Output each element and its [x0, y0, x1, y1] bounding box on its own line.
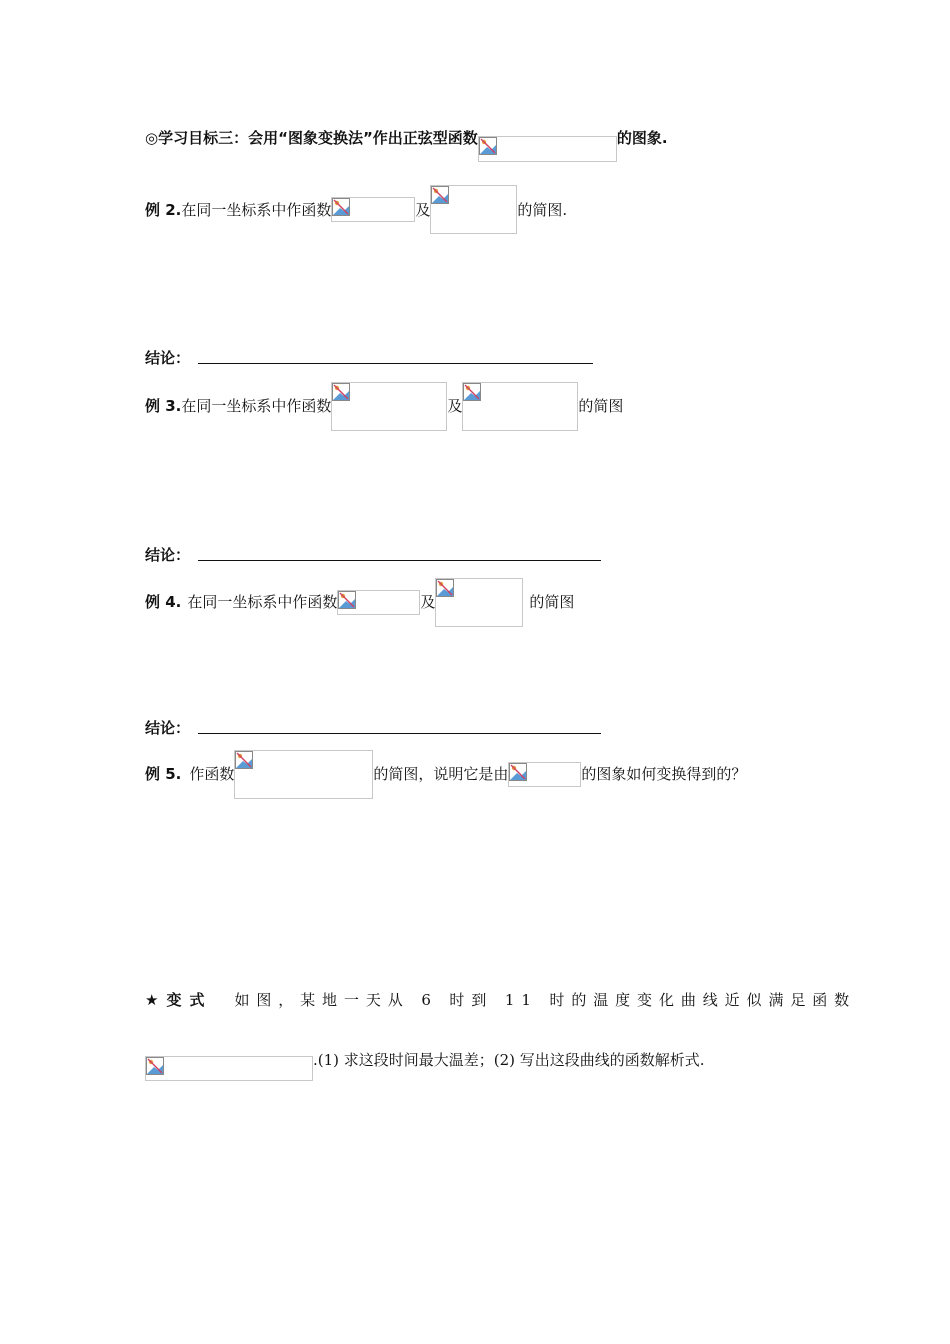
example-2-text: 在同一坐标系中作函数	[181, 201, 332, 219]
example-4-text: 在同一坐标系中作函数	[187, 593, 338, 611]
example-2-line	[145, 200, 567, 234]
example-2-and: 及	[415, 201, 431, 219]
broken-image-icon	[509, 763, 527, 781]
variant-label: ★变式	[145, 991, 213, 1009]
example-3-and: 及	[447, 397, 463, 415]
formula-image	[435, 578, 523, 627]
conclusion-label: 结论：	[145, 719, 191, 737]
formula-image	[430, 185, 517, 234]
example-4-suffix: 的简图	[529, 593, 575, 611]
formula-image	[337, 590, 420, 615]
example-5-text: 作函数	[189, 765, 235, 783]
formula-image	[508, 762, 581, 787]
formula-image	[331, 197, 415, 222]
formula-image	[462, 382, 578, 431]
example-3-label: 例 3.	[145, 397, 182, 415]
formula-image	[331, 382, 447, 431]
broken-image-icon	[235, 751, 253, 769]
broken-image-icon	[332, 198, 350, 216]
broken-image-icon	[338, 591, 356, 609]
example-3-line	[145, 396, 623, 431]
example-3-text: 在同一坐标系中作函数	[181, 397, 332, 415]
variant-line	[145, 990, 856, 1010]
broken-image-icon	[146, 1057, 164, 1075]
example-4-and: 及	[420, 593, 436, 611]
answer-blank[interactable]	[198, 545, 601, 561]
answer-blank[interactable]	[198, 718, 601, 734]
variant-questions: .(1) 求这段时间最大温差；(2) 写出这段曲线的函数解析式.	[313, 1051, 705, 1069]
example-5-line	[145, 764, 746, 799]
example-4-line	[145, 592, 574, 627]
answer-blank[interactable]	[198, 348, 593, 364]
example-5-middle: 的简图，说明它是由	[373, 765, 509, 783]
conclusion-line	[145, 718, 601, 738]
example-4-label: 例 4.	[145, 593, 182, 611]
example-2-suffix: 的简图.	[517, 201, 568, 219]
example-3-suffix: 的简图	[578, 397, 624, 415]
example-5-suffix: 的图象如何变换得到的？	[581, 765, 747, 783]
formula-image	[145, 1056, 313, 1081]
example-5-label: 例 5.	[145, 765, 182, 783]
broken-image-icon	[431, 186, 449, 204]
variant-formula-line	[145, 1050, 705, 1081]
conclusion-line	[145, 545, 601, 565]
broken-image-icon	[479, 137, 497, 155]
example-2-label: 例 2.	[145, 201, 182, 219]
variant-text: 如图，某地一天从 6 时到 11 时的温度变化曲线近似满足函数	[234, 991, 857, 1009]
broken-image-icon	[332, 383, 350, 401]
formula-image	[234, 750, 373, 799]
learning-goal-text: ◎学习目标三：会用“图象变换法”作出正弦型函数	[145, 129, 478, 147]
conclusion-line	[145, 348, 593, 368]
broken-image-icon	[436, 579, 454, 597]
learning-goal-line	[145, 128, 668, 162]
conclusion-label: 结论：	[145, 349, 191, 367]
learning-goal-suffix: 的图象.	[616, 129, 668, 147]
conclusion-label: 结论：	[145, 546, 191, 564]
formula-image	[478, 136, 617, 162]
broken-image-icon	[463, 383, 481, 401]
